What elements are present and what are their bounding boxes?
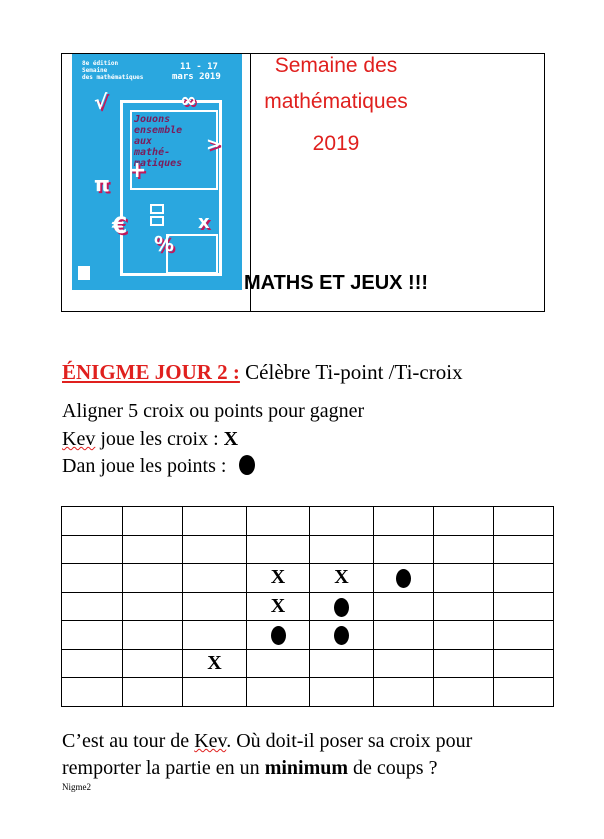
rules-line1: Aligner 5 croix ou points pour gagner	[62, 400, 365, 422]
board-cell[interactable]	[123, 592, 183, 621]
plus-symbol-icon: +	[128, 158, 147, 183]
board-cell[interactable]	[434, 564, 494, 593]
kev-name: Kev	[62, 428, 96, 450]
board-cell[interactable]	[62, 649, 123, 678]
point-mark	[271, 626, 286, 645]
board-cell[interactable]	[434, 507, 494, 536]
event-title	[190, 48, 482, 162]
board-cell[interactable]	[494, 678, 554, 707]
board-row	[62, 564, 554, 593]
enigme-label: ÉNIGME JOUR 2 :	[62, 360, 240, 384]
kev-text: joue les croix :	[95, 428, 224, 450]
board-cell[interactable]	[183, 535, 247, 564]
board-cell[interactable]	[183, 592, 247, 621]
board-cell[interactable]	[62, 621, 123, 650]
cross-mark: X	[270, 566, 286, 589]
board-cell[interactable]	[62, 678, 123, 707]
point-mark	[396, 569, 411, 588]
board-cell[interactable]	[310, 507, 374, 536]
board-cell[interactable]	[310, 564, 374, 593]
board-cell[interactable]	[494, 507, 554, 536]
poster-small-square	[150, 204, 164, 214]
board-cell[interactable]	[374, 621, 434, 650]
republique-logo-icon	[78, 266, 90, 280]
board-cell[interactable]	[374, 649, 434, 678]
board-cell[interactable]	[494, 592, 554, 621]
poster-edition: 8e édition Semaine des mathématiques	[82, 60, 144, 81]
point-mark	[334, 598, 349, 617]
board-cell[interactable]	[310, 621, 374, 650]
board-row	[62, 535, 554, 564]
board-cell[interactable]	[183, 507, 247, 536]
board-cell[interactable]	[434, 678, 494, 707]
board-cell[interactable]	[247, 621, 310, 650]
board-cell[interactable]	[310, 535, 374, 564]
greater-than-symbol-icon: >	[206, 134, 222, 155]
board-cell[interactable]	[494, 621, 554, 650]
rules-dan	[62, 455, 255, 478]
board-cell[interactable]	[310, 592, 374, 621]
board-cell[interactable]	[374, 507, 434, 536]
cross-mark: X	[334, 566, 349, 589]
percent-symbol-icon: %	[154, 232, 175, 256]
event-subtitle: MATHS ET JEUX !!!	[243, 272, 429, 294]
question-part1: C’est au tour de	[62, 730, 195, 752]
event-title-line1: Semaine des	[274, 54, 398, 77]
board-cell[interactable]	[247, 649, 310, 678]
board-cell[interactable]	[183, 621, 247, 650]
board-row	[62, 507, 554, 536]
board-cell[interactable]	[62, 592, 123, 621]
point-icon	[239, 455, 255, 475]
board-row	[62, 678, 554, 707]
board-row	[62, 621, 554, 650]
dan-text: Dan joue les points :	[62, 455, 232, 477]
board-row	[62, 592, 554, 621]
board-cell[interactable]	[310, 649, 374, 678]
poster-slogan: Jouons ensemble aux mathé- matiques	[134, 114, 183, 169]
x-symbol-icon: x	[198, 212, 210, 233]
poster-dates-line1: 11 - 17	[180, 62, 218, 72]
board-cell[interactable]	[183, 649, 247, 678]
euro-symbol-icon: €	[112, 214, 128, 239]
board-cell[interactable]	[434, 535, 494, 564]
board-cell[interactable]	[494, 564, 554, 593]
poster-small-rect	[166, 234, 218, 274]
board-cell[interactable]	[247, 564, 310, 593]
poster-dates-line2: mars 2019	[172, 72, 221, 82]
enigme-title: Célèbre Ti-point /Ti-croix	[239, 360, 463, 384]
poster-small-square	[150, 216, 164, 226]
board-cell[interactable]	[123, 649, 183, 678]
board-cell[interactable]	[374, 592, 434, 621]
board-cell[interactable]	[247, 535, 310, 564]
board-row	[62, 649, 554, 678]
board-cell[interactable]	[62, 564, 123, 593]
game-board	[61, 506, 554, 707]
footer-ref: Nigme2	[62, 782, 91, 792]
board-cell[interactable]	[247, 678, 310, 707]
sqrt-symbol-icon: √	[94, 90, 108, 114]
event-title-line2: mathématiques	[264, 90, 408, 113]
board-cell[interactable]	[123, 507, 183, 536]
board-cell[interactable]	[494, 649, 554, 678]
board-cell[interactable]	[494, 535, 554, 564]
board-cell[interactable]	[62, 535, 123, 564]
board-cell[interactable]	[434, 621, 494, 650]
board-cell[interactable]	[310, 678, 374, 707]
board-cell[interactable]	[62, 507, 123, 536]
board-cell[interactable]	[434, 592, 494, 621]
question-line2a: remporter la partie en un	[62, 757, 265, 779]
kev-symbol: X	[223, 428, 239, 450]
question-part2: . Où doit-il poser sa croix pour	[226, 730, 473, 752]
question-kev: Kev	[194, 730, 227, 752]
board-cell[interactable]	[123, 621, 183, 650]
board-cell[interactable]	[374, 564, 434, 593]
board-cell[interactable]	[123, 535, 183, 564]
board-cell[interactable]	[247, 592, 310, 621]
board-cell[interactable]	[434, 649, 494, 678]
board-cell[interactable]	[247, 507, 310, 536]
question-line2	[62, 757, 437, 780]
cross-mark: X	[207, 651, 222, 674]
board-cell[interactable]	[374, 678, 434, 707]
question-line2c: de coups ?	[348, 757, 438, 779]
enigme-heading	[62, 360, 463, 385]
question-minimum: minimum	[264, 757, 349, 779]
cross-mark: X	[270, 594, 286, 617]
board-cell[interactable]	[123, 678, 183, 707]
board-cell[interactable]	[374, 535, 434, 564]
board-cell[interactable]	[183, 678, 247, 707]
rules-kev	[62, 428, 238, 451]
board-cell[interactable]	[123, 564, 183, 593]
board-cell[interactable]	[183, 564, 247, 593]
infinity-symbol-icon: ∞	[180, 88, 197, 112]
pi-symbol-icon: π	[94, 172, 110, 196]
point-mark	[334, 626, 349, 645]
event-title-line3: 2019	[312, 132, 360, 155]
question-line1	[62, 730, 472, 753]
